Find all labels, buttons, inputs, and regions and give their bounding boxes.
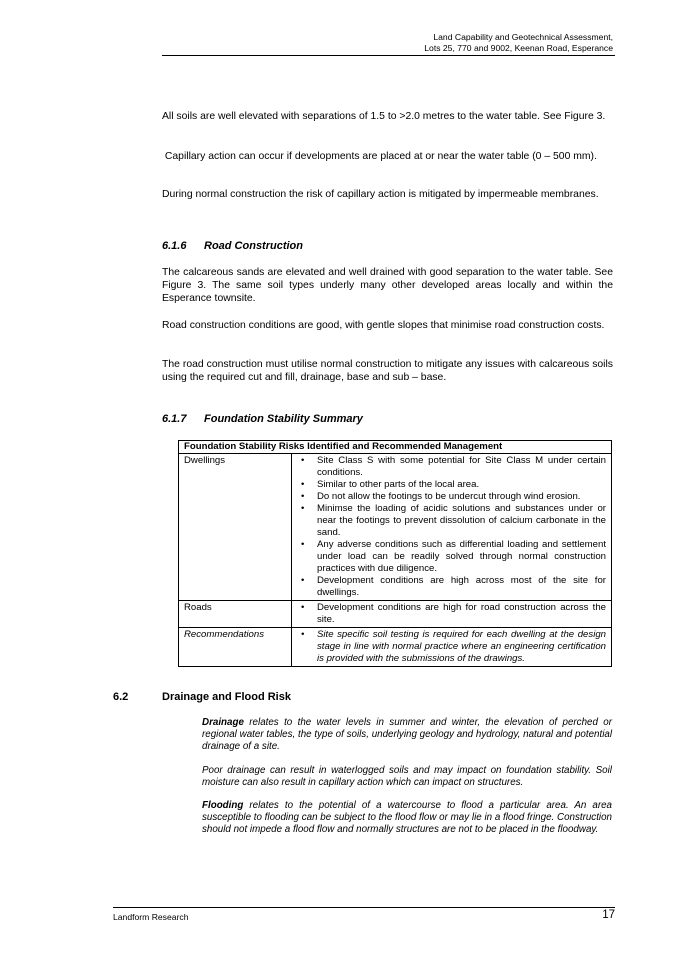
section-number: 6.1.7 [162,413,187,425]
flooding-text: relates to the potential of a watercourse to flood a particular area. An area susceptible to flooding can be subject to the flood flow or may lie in a flood fringe. Construction should not impede a flood flow and normally structures are not to be placed in the floodway. [202,800,612,835]
list-item: • Minimse the loading of acidic solutions and substances under or near the footings to prevent dissolution of calcium carbonate in the sand. [297,503,606,539]
header-line-1: Land Capability and Geotechnical Assessment, [433,32,613,42]
footer-organisation: Landform Research [113,912,189,922]
road-paragraph-3: The road construction must utilise normal construction to mitigate any issues with calcareous soils using the required cut and fill, drainage, base and sub – base. [162,359,613,383]
row-items [292,454,612,601]
intro-paragraph-2: Capillary action can occur if developments are placed at or near the water table (0 – 500 mm). [162,151,597,162]
list-item: • Do not allow the footings to be undercut through wind erosion. [297,491,606,503]
section-number: 6.1.6 [162,240,187,252]
drainage-term: Drainage [202,717,244,728]
drainage-paragraph [202,717,612,753]
section-title-6-2: Drainage and Flood Risk [162,691,291,703]
section-heading-6-1-7 [162,413,363,425]
table-row [179,601,612,628]
list-item: • Any adverse conditions such as differential loading and settlement under load can be readily solved through normal construction practices with due diligence. [297,539,606,575]
list-item: • Development conditions are high for road construction across the site. [297,602,606,626]
row-label: Dwellings [179,454,292,601]
table-row [179,628,612,667]
table-row [179,454,612,601]
list-item: • Similar to other parts of the local area. [297,479,606,491]
list-item: • Development conditions are high across most of the site for dwellings. [297,575,606,599]
list-item: • Site specific soil testing is required for each dwelling at the design stage in line with normal practice where an engineering certification is provided with the submissions of the drawings. [297,629,606,665]
row-items [292,601,612,628]
row-label: Roads [179,601,292,628]
drainage-text: relates to the water levels in summer and winter, the elevation of perched or regional water tables, the type of soils, underlying geology and hydrology, natural and potential drainage of a site. [202,717,612,752]
header-line-2: Lots 25, 770 and 9002, Keenan Road, Esperance [424,43,613,53]
table-header: Foundation Stability Risks Identified and Recommended Management [179,441,612,454]
intro-paragraph-3: During normal construction the risk of capillary action is mitigated by impermeable membranes. [162,189,599,200]
flooding-term: Flooding [202,800,244,811]
section-number-6-2: 6.2 [113,691,129,703]
page-number: 17 [602,909,615,921]
intro-paragraph-1: All soils are well elevated with separations of 1.5 to >2.0 metres to the water table. See Figure 3. [162,111,606,122]
road-paragraph-2: Road construction conditions are good, with gentle slopes that minimise road construction costs. [162,320,605,331]
section-heading-6-1-6 [162,240,303,252]
section-title: Road Construction [204,240,303,252]
header-rule [162,55,615,56]
flooding-paragraph [202,800,612,836]
running-header [424,32,613,54]
road-paragraph-1: The calcareous sands are elevated and well drained with good separation to the water table. See Figure 3. The same soil types underly many other developed areas locally and within the Esperance townsite. [162,267,613,304]
poor-drainage-paragraph: Poor drainage can result in waterlogged soils and may impact on foundation stability. Soil moisture can also result in capillary action which can impact on structures. [202,765,612,788]
foundation-stability-table [178,440,612,667]
row-label: Recommendations [179,628,292,667]
row-items [292,628,612,667]
footer-rule [113,907,615,908]
section-title: Foundation Stability Summary [204,413,363,425]
list-item: • Site Class S with some potential for Site Class M under certain conditions. [297,455,606,479]
